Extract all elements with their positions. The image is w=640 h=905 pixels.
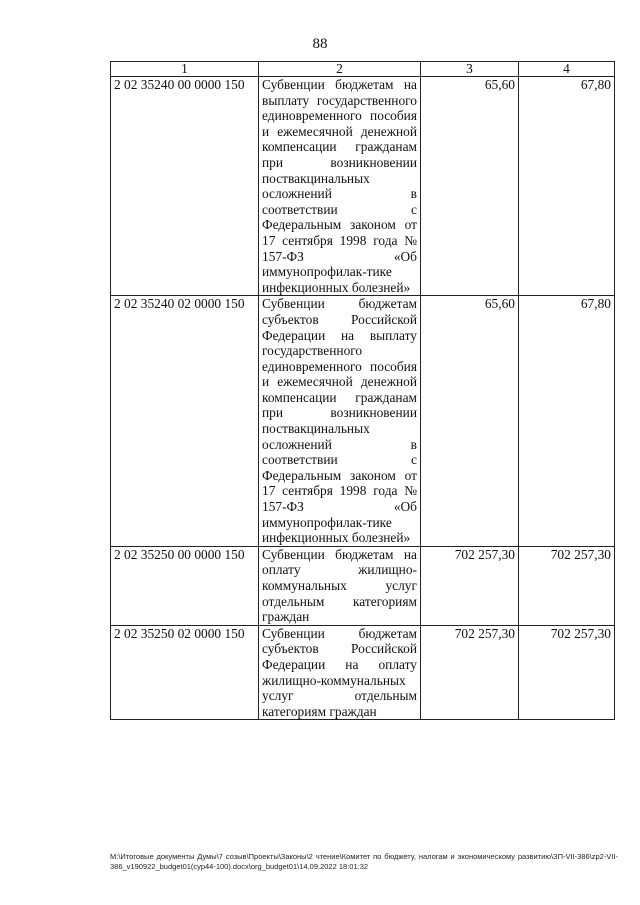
budget-code: 2 02 35240 02 0000 150 [111,296,259,547]
amount-col4: 702 257,30 [519,625,615,720]
budget-description: Субвенции бюджетам на оплату жилищно-коммунальных услуг отдельным категориям граждан [259,546,421,625]
table-row [111,296,615,547]
budget-description: Субвенции бюджетам на выплату государственного единовременного пособия и ежемесячной денежной компенсации гражданам при возникновении поствакцинальных осложнений в соответствии с Федеральным законом от 17 сентября 1998 года № 157-ФЗ «Об иммунопрофилак-тике инфекционных болезней» [259,77,421,296]
column-header-4: 4 [519,62,615,77]
budget-table [110,61,615,720]
amount-col4: 702 257,30 [519,546,615,625]
amount-col3: 702 257,30 [421,546,519,625]
table-row [111,625,615,720]
page-number: 88 [312,36,328,52]
table-row [111,546,615,625]
budget-code: 2 02 35250 00 0000 150 [111,546,259,625]
table-row [111,77,615,296]
amount-col3: 65,60 [421,77,519,296]
column-header-1: 1 [111,62,259,77]
document-path-footer: М:\Итоговые документы Думы\7 созыв\Проекты\Законы\2 чтение\Комитет по бюджету, налогам и экономическому развитию\ЗП-VII-386\zp2-VII-386_v190922_budget01(сур44-100).docx\org_budget01\14.09.2022 18:01:32 [110,852,618,871]
amount-col3: 65,60 [421,296,519,547]
budget-description: Субвенции бюджетам субъектов Российской Федерации на оплату жилищно-коммунальных услуг отдельным категориям граждан [259,625,421,720]
column-header-2: 2 [259,62,421,77]
amount-col4: 67,80 [519,77,615,296]
table-header-row [111,62,615,77]
amount-col4: 67,80 [519,296,615,547]
budget-code: 2 02 35250 02 0000 150 [111,625,259,720]
budget-description: Субвенции бюджетам субъектов Российской Федерации на выплату государственного единовременного пособия и ежемесячной денежной компенсации гражданам при возникновении поствакцинальных осложнений в соответствии с Федеральным законом от 17 сентября 1998 года № 157-ФЗ «Об иммунопрофилак-тике инфекционных болезней» [259,296,421,547]
budget-code: 2 02 35240 00 0000 150 [111,77,259,296]
amount-col3: 702 257,30 [421,625,519,720]
column-header-3: 3 [421,62,519,77]
